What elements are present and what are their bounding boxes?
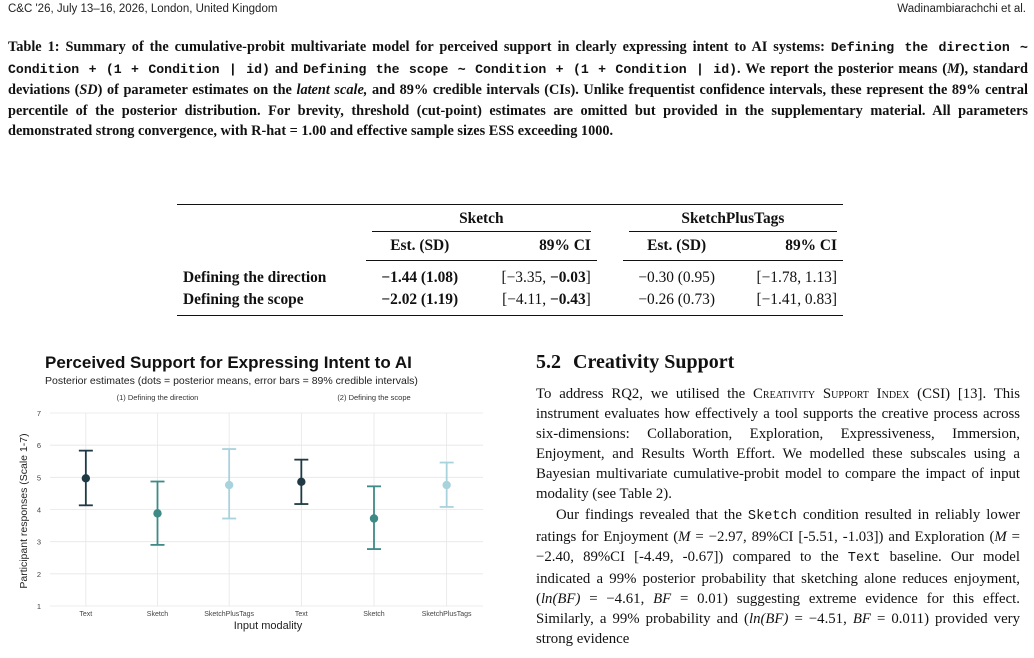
table-corner — [177, 232, 366, 261]
group-gap — [597, 232, 623, 261]
caption-text: . We report the posterior means ( — [737, 60, 948, 77]
subheader-ci: 89% CI — [474, 232, 597, 261]
paragraph: Our findings revealed that the Sketch condition resulted in reliably lower ratings for Enjoyment (M = −2.97, 89%CI [-5.51, -1.03]) and Exploration (M = −2.40, 89%CI [-4.49, -0.67]) compared to the Text baseline. Our model indicated a 99% posterior probability that sketching alone reduces enjoyment, (ln(BF) = −4.61, BF = 0.01) suggesting extreme evidence for this effect. Similarly, a 99% probability and (ln(BF) = −4.51, BF = 0.011) provided very strong evidence — [536, 506, 1021, 648]
subheader-est: Est. (SD) — [623, 232, 731, 261]
x-tick-label: Sketch — [363, 611, 385, 618]
running-header-right: Wadinambiarachchi et al. — [897, 3, 1026, 15]
y-tick-label: 3 — [36, 537, 41, 547]
caption-text: and 89% credible intervals (CIs). Unlike frequentist confidence intervals, these represent the 89% central percentile of the posterior distribution. For brevity, threshold (cut-point) estimates are omitted but provided in the supplementary material. All parameters demonstrated strong convergence, with R-hat = 1.00 and effective sample sizes ESS exceeding 1000. — [8, 82, 1028, 140]
section-title: Creativity Support — [573, 351, 735, 373]
chart-plot-area — [37, 393, 483, 618]
body-text — [536, 384, 1020, 649]
csi-name: Creativity Support Index — [753, 386, 910, 402]
cell-estimate: −1.44 (1.08) — [381, 269, 459, 286]
posterior-estimates-chart — [8, 346, 523, 646]
cell-ci: [−4.11, −0.43] — [474, 289, 597, 316]
x-tick-label: Text — [79, 611, 93, 618]
section-heading — [536, 351, 734, 374]
cell-estimate: −0.26 (0.73) — [623, 289, 731, 316]
formula-direction: Defining the direction ∼ Condition + (1 + Condition | id) — [8, 40, 1028, 77]
cell-estimate: −0.30 (0.95) — [638, 269, 715, 286]
text-code: Text — [847, 550, 881, 566]
group-header-sketch: Sketch — [366, 205, 597, 233]
results-table — [177, 204, 843, 316]
latent-scale-text: latent scale, — [296, 82, 368, 99]
panel-title: (1) Defining the direction — [116, 393, 199, 402]
y-tick-label: 4 — [36, 505, 41, 515]
y-tick-label: 7 — [36, 409, 41, 418]
row-label: Defining the scope — [177, 289, 366, 316]
table-corner — [177, 205, 366, 233]
table-row — [177, 261, 843, 290]
section-number: 5.2 — [536, 351, 561, 373]
subheader-est: Est. (SD) — [366, 232, 474, 261]
table-row — [177, 289, 843, 316]
chart-title: Perceived Support for Expressing Intent to AI — [45, 353, 412, 372]
posterior-mean-point — [225, 481, 233, 489]
x-tick-label: Text — [294, 611, 308, 618]
group-gap — [597, 205, 623, 233]
running-header-left: C&C '26, July 13–16, 2026, London, United Kingdom — [8, 3, 278, 15]
y-tick-label: 2 — [36, 569, 41, 579]
group-header-sketchplustags: SketchPlusTags — [623, 205, 843, 233]
y-axis-label: Participant responses (Scale 1-7) — [18, 433, 30, 589]
caption-text: ), standard deviations ( — [8, 60, 1028, 99]
symbol-sd: SD — [79, 82, 98, 99]
x-tick-label: Sketch — [146, 611, 169, 618]
chart-subtitle: Posterior estimates (dots = posterior means, error bars = 89% credible intervals) — [45, 375, 418, 387]
panel-title: (2) Defining the scope — [337, 393, 411, 402]
posterior-mean-point — [370, 514, 378, 522]
caption-text: Table 1: Summary of the cumulative-probit multivariate model for perceived support in clearly expressing intent to AI systems: — [8, 39, 825, 55]
formula-scope: Defining the scope ∼ Condition + (1 + Condition | id) — [303, 61, 738, 77]
cell-ci: [−3.35, −0.03] — [501, 269, 591, 286]
posterior-mean-point — [153, 509, 161, 517]
posterior-mean-point — [442, 481, 450, 489]
posterior-mean-point — [82, 474, 90, 482]
x-tick-label: SketchPlusTags — [421, 611, 472, 618]
x-tick-label: SketchPlusTags — [204, 611, 255, 618]
y-tick-label: 6 — [36, 441, 41, 451]
caption-and: and — [269, 60, 304, 77]
cell-ci: [−1.78, 1.13] — [756, 269, 837, 286]
paragraph: To address RQ2, we utilised the Creativity Support Index (CSI) [13]. This instrument evaluates how effectively a tool supports the creative process across six-dimensions: Collaboration, Exploration, Expressiveness, Immersion, Enjoyment, and Results Worth Effort. We modelled these subscales using a Bayesian multivariate cumulative-probit model to compare the impact of input modality (see Table 2). — [536, 386, 1020, 503]
cell-estimate: −2.02 (1.19) — [366, 289, 474, 316]
y-tick-label: 1 — [36, 602, 41, 611]
subheader-ci: 89% CI — [731, 232, 843, 261]
x-axis-label: Input modality — [233, 620, 303, 632]
posterior-mean-point — [297, 478, 305, 486]
table-caption — [8, 37, 1028, 142]
y-tick-label: 5 — [36, 473, 41, 483]
cell-ci: [−1.41, 0.83] — [731, 289, 843, 316]
symbol-m: M — [947, 60, 960, 77]
row-label: Defining the direction — [183, 268, 327, 286]
sketch-code: Sketch — [747, 508, 797, 524]
caption-text: ) of parameter estimates on the — [97, 82, 297, 99]
